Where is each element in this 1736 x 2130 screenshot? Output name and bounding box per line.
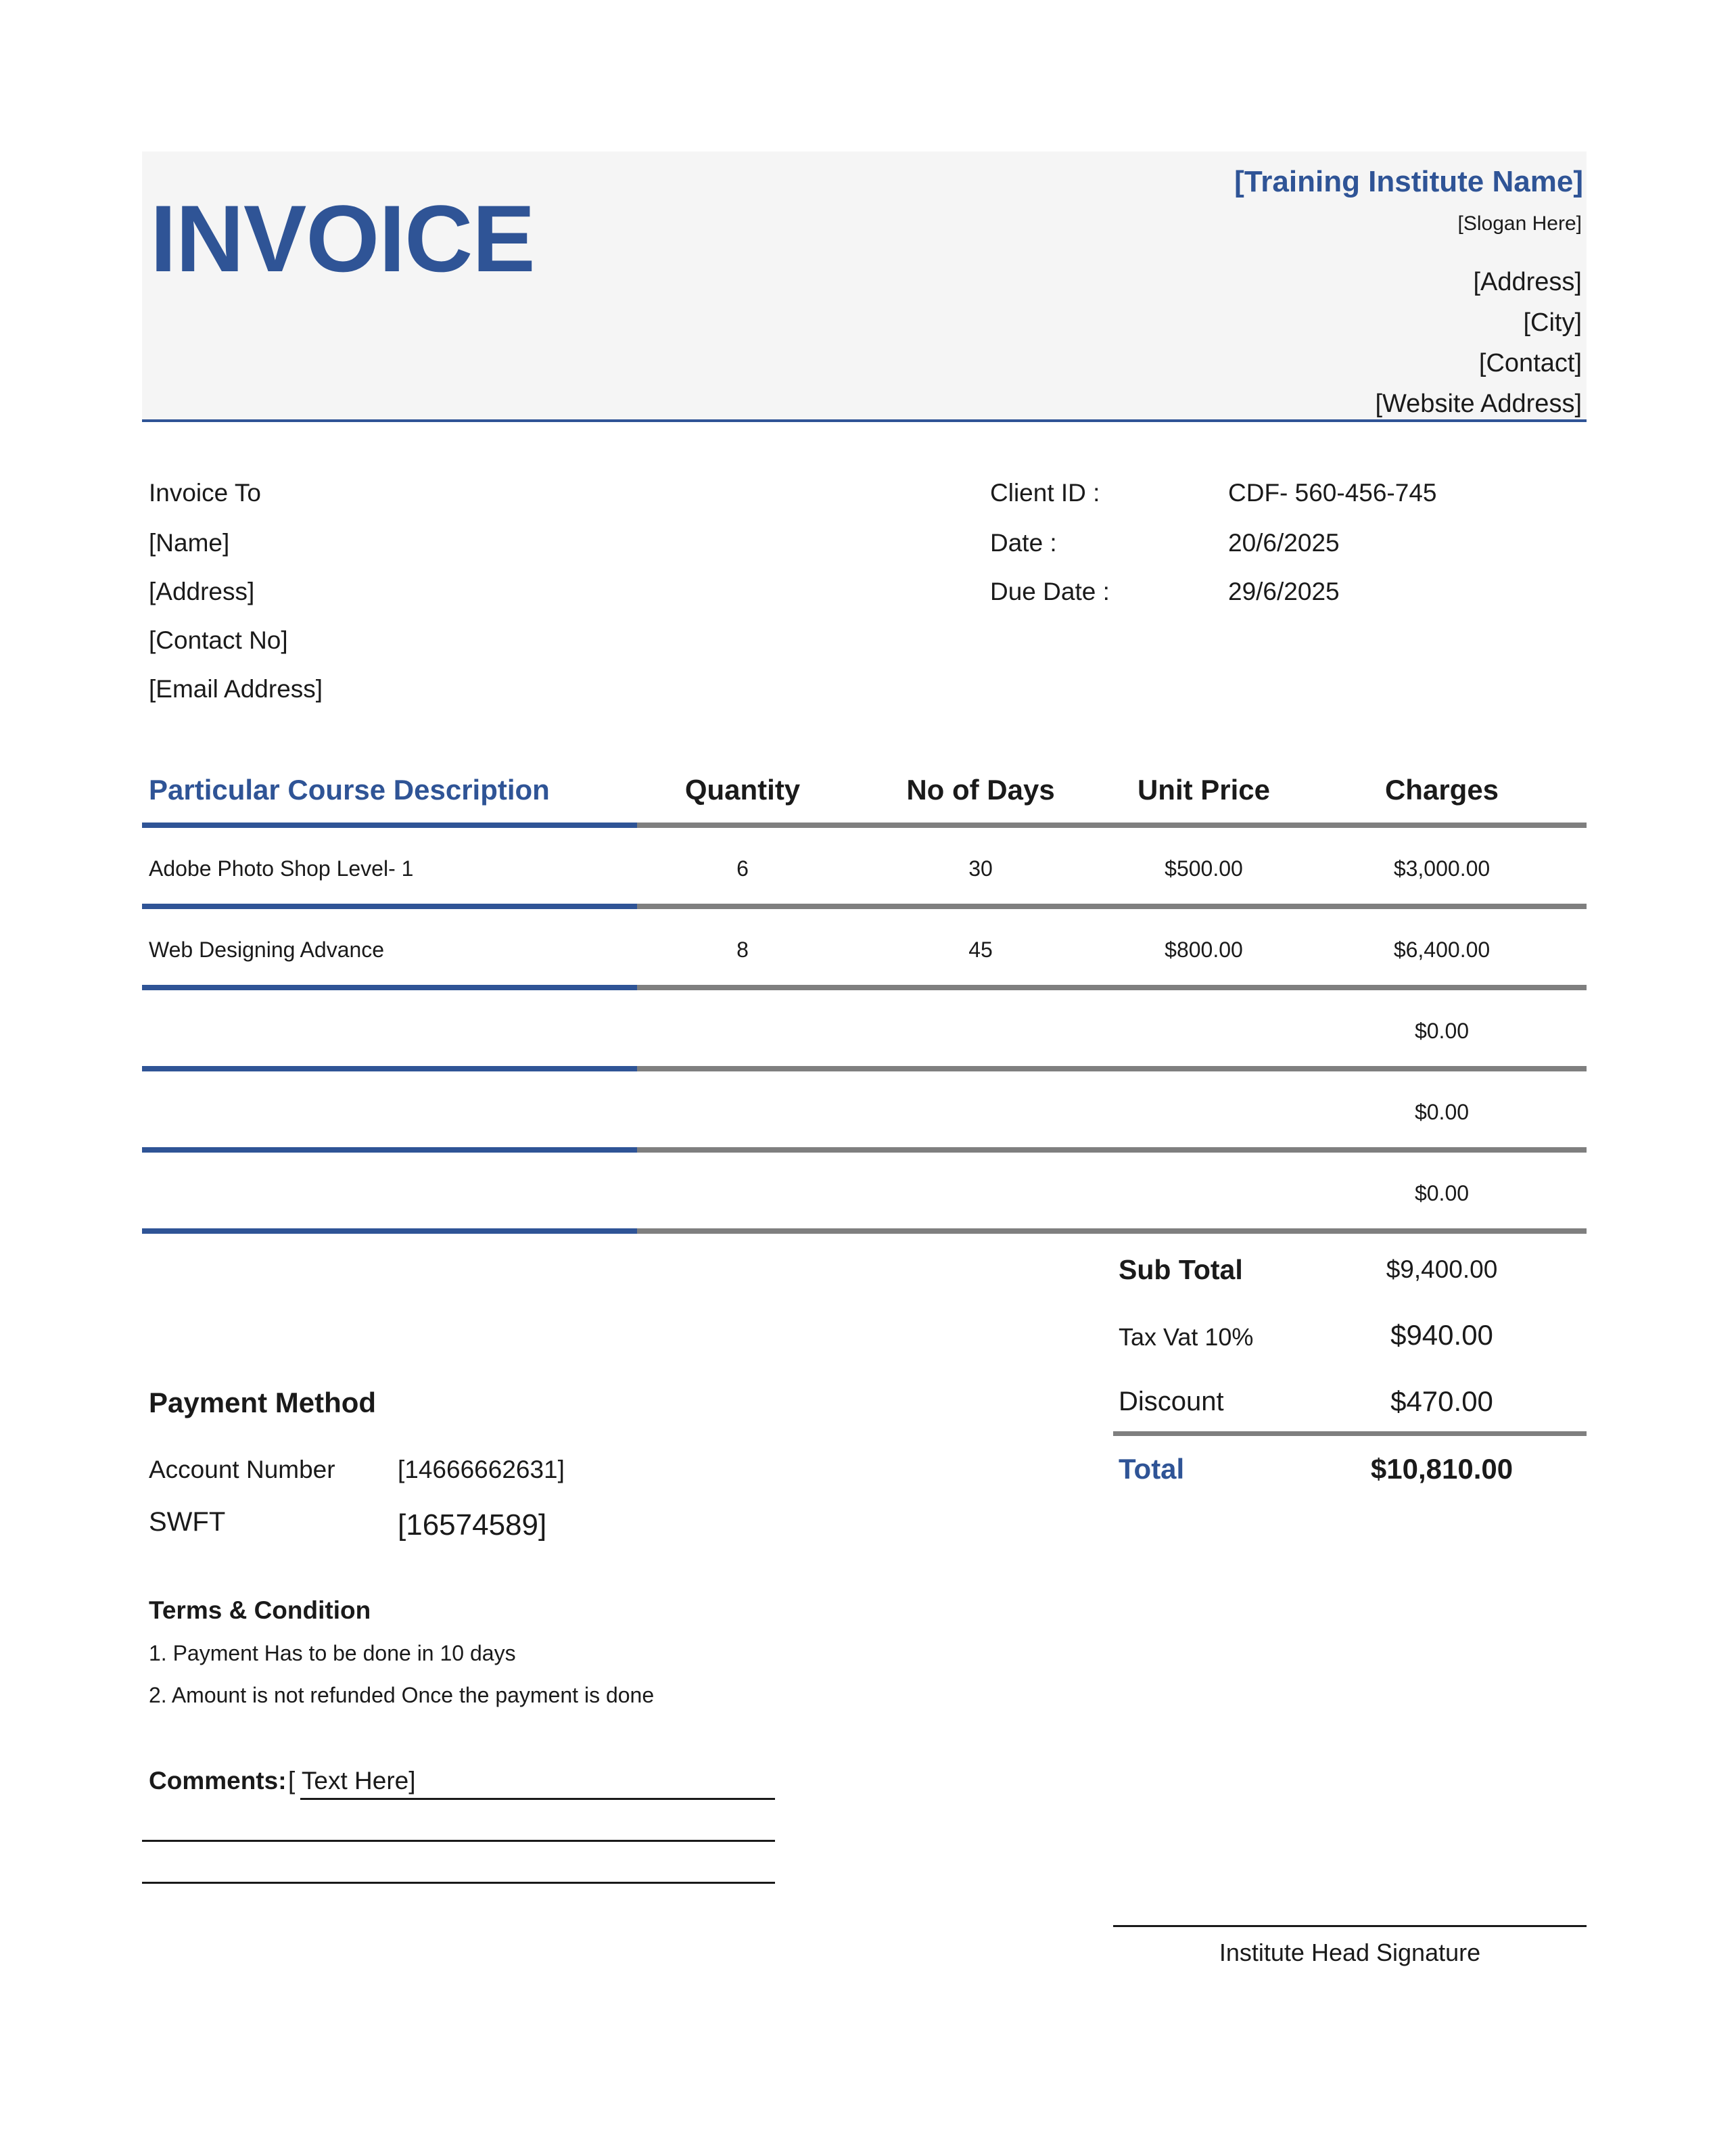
row-rule-accent — [142, 1147, 637, 1153]
tax-label: Tax Vat 10% — [1119, 1323, 1254, 1351]
row-days: 30 — [968, 856, 993, 881]
row-quantity: 8 — [736, 937, 749, 962]
row-description: Web Designing Advance — [149, 937, 385, 962]
column-header-quantity: Quantity — [684, 774, 801, 806]
row-quantity: 6 — [736, 856, 749, 881]
comments-line — [142, 1882, 775, 1884]
row-charges: $0.00 — [1414, 1100, 1470, 1124]
bill-to-address: [Address] — [149, 578, 255, 605]
column-header-unit-price: Unit Price — [1137, 774, 1271, 806]
row-rule — [637, 904, 1587, 909]
row-rule-accent — [142, 1228, 637, 1234]
comments-line — [142, 1840, 775, 1842]
due-date-value: 29/6/2025 — [1228, 578, 1340, 605]
bill-to-name: [Name] — [149, 529, 230, 557]
bill-to-contact: [Contact No] — [149, 626, 288, 654]
comments-line — [300, 1798, 775, 1800]
row-unit-price: $500.00 — [1165, 856, 1243, 881]
signature-label: Institute Head Signature — [1219, 1939, 1481, 1966]
comments-text[interactable]: [ Text Here] — [288, 1767, 416, 1795]
row-charges: $3,000.00 — [1393, 856, 1491, 881]
column-header-days: No of Days — [906, 774, 1055, 806]
header-divider — [142, 419, 1587, 422]
invoice-title: INVOICE — [150, 185, 535, 292]
bill-to-heading: Invoice To — [149, 479, 261, 507]
institute-slogan: [Slogan Here] — [1457, 212, 1582, 235]
terms-item: 1. Payment Has to be done in 10 days — [149, 1641, 516, 1665]
row-charges: $6,400.00 — [1393, 937, 1491, 962]
bill-to-email: [Email Address] — [149, 675, 323, 703]
date-value: 20/6/2025 — [1228, 529, 1340, 557]
total-label: Total — [1119, 1453, 1185, 1485]
row-rule — [637, 985, 1587, 990]
account-number-value: [14666662631] — [398, 1456, 565, 1483]
subtotal-label: Sub Total — [1119, 1254, 1243, 1285]
table-header-rule — [637, 823, 1587, 828]
table-header-rule-accent — [142, 823, 637, 828]
row-rule — [637, 1228, 1587, 1234]
client-id-label: Client ID : — [990, 479, 1100, 507]
signature-line — [1113, 1925, 1587, 1927]
institute-contact: [Contact] — [1478, 349, 1582, 377]
institute-city: [City] — [1523, 308, 1582, 337]
terms-item: 2. Amount is not refunded Once the payment is done — [149, 1683, 655, 1707]
total-value: $10,810.00 — [1370, 1453, 1514, 1485]
discount-label: Discount — [1119, 1387, 1224, 1416]
row-rule-accent — [142, 904, 637, 909]
swift-label: SWFT — [149, 1507, 226, 1537]
institute-website: [Website Address] — [1375, 390, 1582, 418]
column-header-description: Particular Course Description — [149, 774, 550, 806]
row-charges: $0.00 — [1414, 1019, 1470, 1043]
subtotal-value: $9,400.00 — [1386, 1255, 1498, 1283]
discount-value: $470.00 — [1390, 1385, 1493, 1417]
row-rule — [637, 1147, 1587, 1153]
date-label: Date : — [990, 529, 1057, 557]
account-number-label: Account Number — [149, 1456, 335, 1483]
row-rule — [637, 1066, 1587, 1071]
row-rule-accent — [142, 985, 637, 990]
comments-label: Comments: — [149, 1767, 287, 1795]
row-unit-price: $800.00 — [1165, 937, 1243, 962]
terms-heading: Terms & Condition — [149, 1596, 371, 1624]
row-days: 45 — [968, 937, 993, 962]
tax-value: $940.00 — [1390, 1319, 1493, 1351]
column-header-charges: Charges — [1384, 774, 1499, 806]
payment-method-heading: Payment Method — [149, 1387, 377, 1418]
swift-value: [16574589] — [398, 1508, 547, 1542]
institute-name: [Training Institute Name] — [1234, 165, 1583, 198]
due-date-label: Due Date : — [990, 578, 1110, 605]
row-rule-accent — [142, 1066, 637, 1071]
row-charges: $0.00 — [1414, 1181, 1470, 1205]
institute-address: [Address] — [1473, 268, 1582, 296]
row-description: Adobe Photo Shop Level- 1 — [149, 856, 414, 881]
total-rule — [1113, 1431, 1587, 1436]
client-id-value: CDF- 560-456-745 — [1228, 479, 1437, 507]
